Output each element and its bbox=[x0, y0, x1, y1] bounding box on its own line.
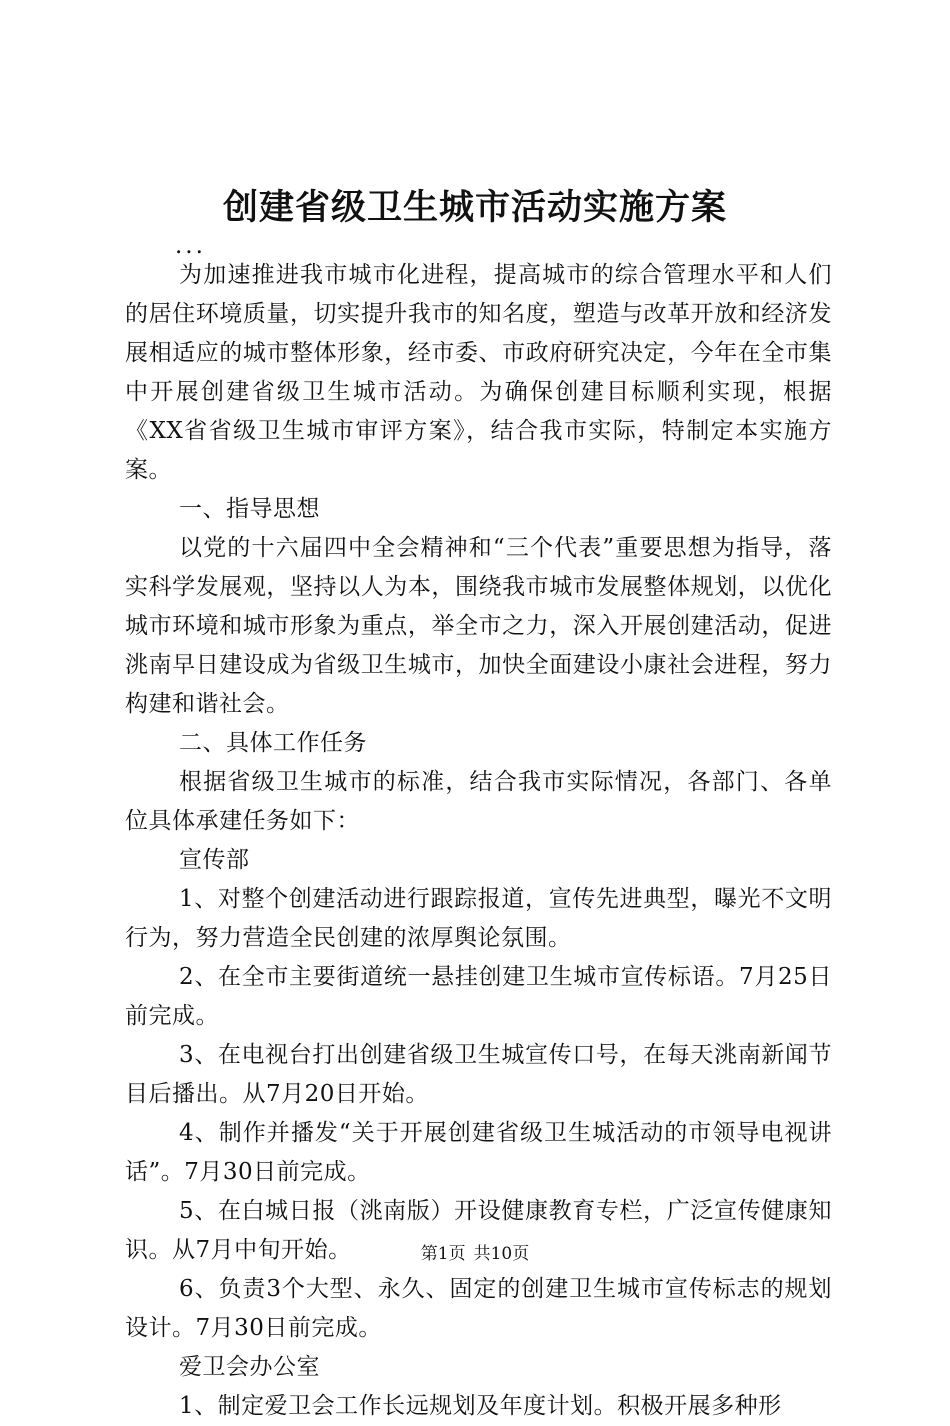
list-item: 3、在电视台打出创建省级卫生城宣传口号，在每天洮南新闻节目后播出。从7月20日开始。 bbox=[125, 1042, 832, 1107]
list-item: 6、负责3个大型、永久、固定的创建卫生城市宣传标志的规划设计。7月30日前完成。 bbox=[125, 1276, 832, 1341]
subheading-publicity-department: 宣传部 bbox=[179, 847, 250, 873]
list-item: 1、对整个创建活动进行跟踪报道，宣传先进典型，曝光不文明行为，努力营造全民创建的浓厚舆论氛围。 bbox=[125, 886, 832, 951]
page-footer bbox=[0, 1240, 950, 1268]
subheading-patriotic-health-office: 爱卫会办公室 bbox=[179, 1354, 320, 1380]
paragraph-task-overview: 根据省级卫生城市的标准，结合我市实际情况，各部门、各单位具体承建任务如下： bbox=[125, 769, 832, 834]
section-heading-specific-tasks: 二、具体工作任务 bbox=[179, 730, 367, 756]
section-heading-guiding-ideology: 一、指导思想 bbox=[179, 496, 320, 522]
list-item: 5、在白城日报（洮南版）开设健康教育专栏，广泛宣传健康知识。从7月中旬开始。 bbox=[125, 1198, 832, 1263]
paragraph-intro: 为加速推进我市城市化进程，提高城市的综合管理水平和人们的居住环境质量，切实提升我市的知名度，塑造与改革开放和经济发展相适应的城市整体形象，经市委、市政府研究决定，今年在全市集中开展创建省级卫生城市活动。为确保创建目标顺利实现，根据《XX省省级卫生城市审评方案》，结合我市实际，特制定本实施方案。 bbox=[125, 262, 832, 483]
list-item: 1、制定爱卫会工作长远规划及年度计划。积极开展多种形 bbox=[179, 1393, 782, 1419]
list-item: 2、在全市主要街道统一悬挂创建卫生城市宣传标语。7月25日前完成。 bbox=[125, 964, 832, 1029]
page-total: 共10页 bbox=[473, 1244, 530, 1264]
paragraph-guiding-ideology: 以党的十六届四中全会精神和“三个代表”重要思想为指导，落实科学发展观，坚持以人为本，围绕我市城市发展整体规划，以优化城市环境和城市形象为重点，举全市之力，深入开展创建活动，促进洮南早日建设成为省级卫生城市，加快全面建设小康社会进程，努力构建和谐社会。 bbox=[125, 535, 832, 717]
list-item: 4、制作并播发“关于开展创建省级卫生城活动的市领导电视讲话”。7月30日前完成。 bbox=[125, 1120, 832, 1185]
document-title: 创建省级卫生城市活动实施方案 bbox=[222, 187, 727, 228]
ellipsis-marker: ... bbox=[175, 233, 206, 259]
page-number: 第1页 bbox=[420, 1244, 466, 1264]
